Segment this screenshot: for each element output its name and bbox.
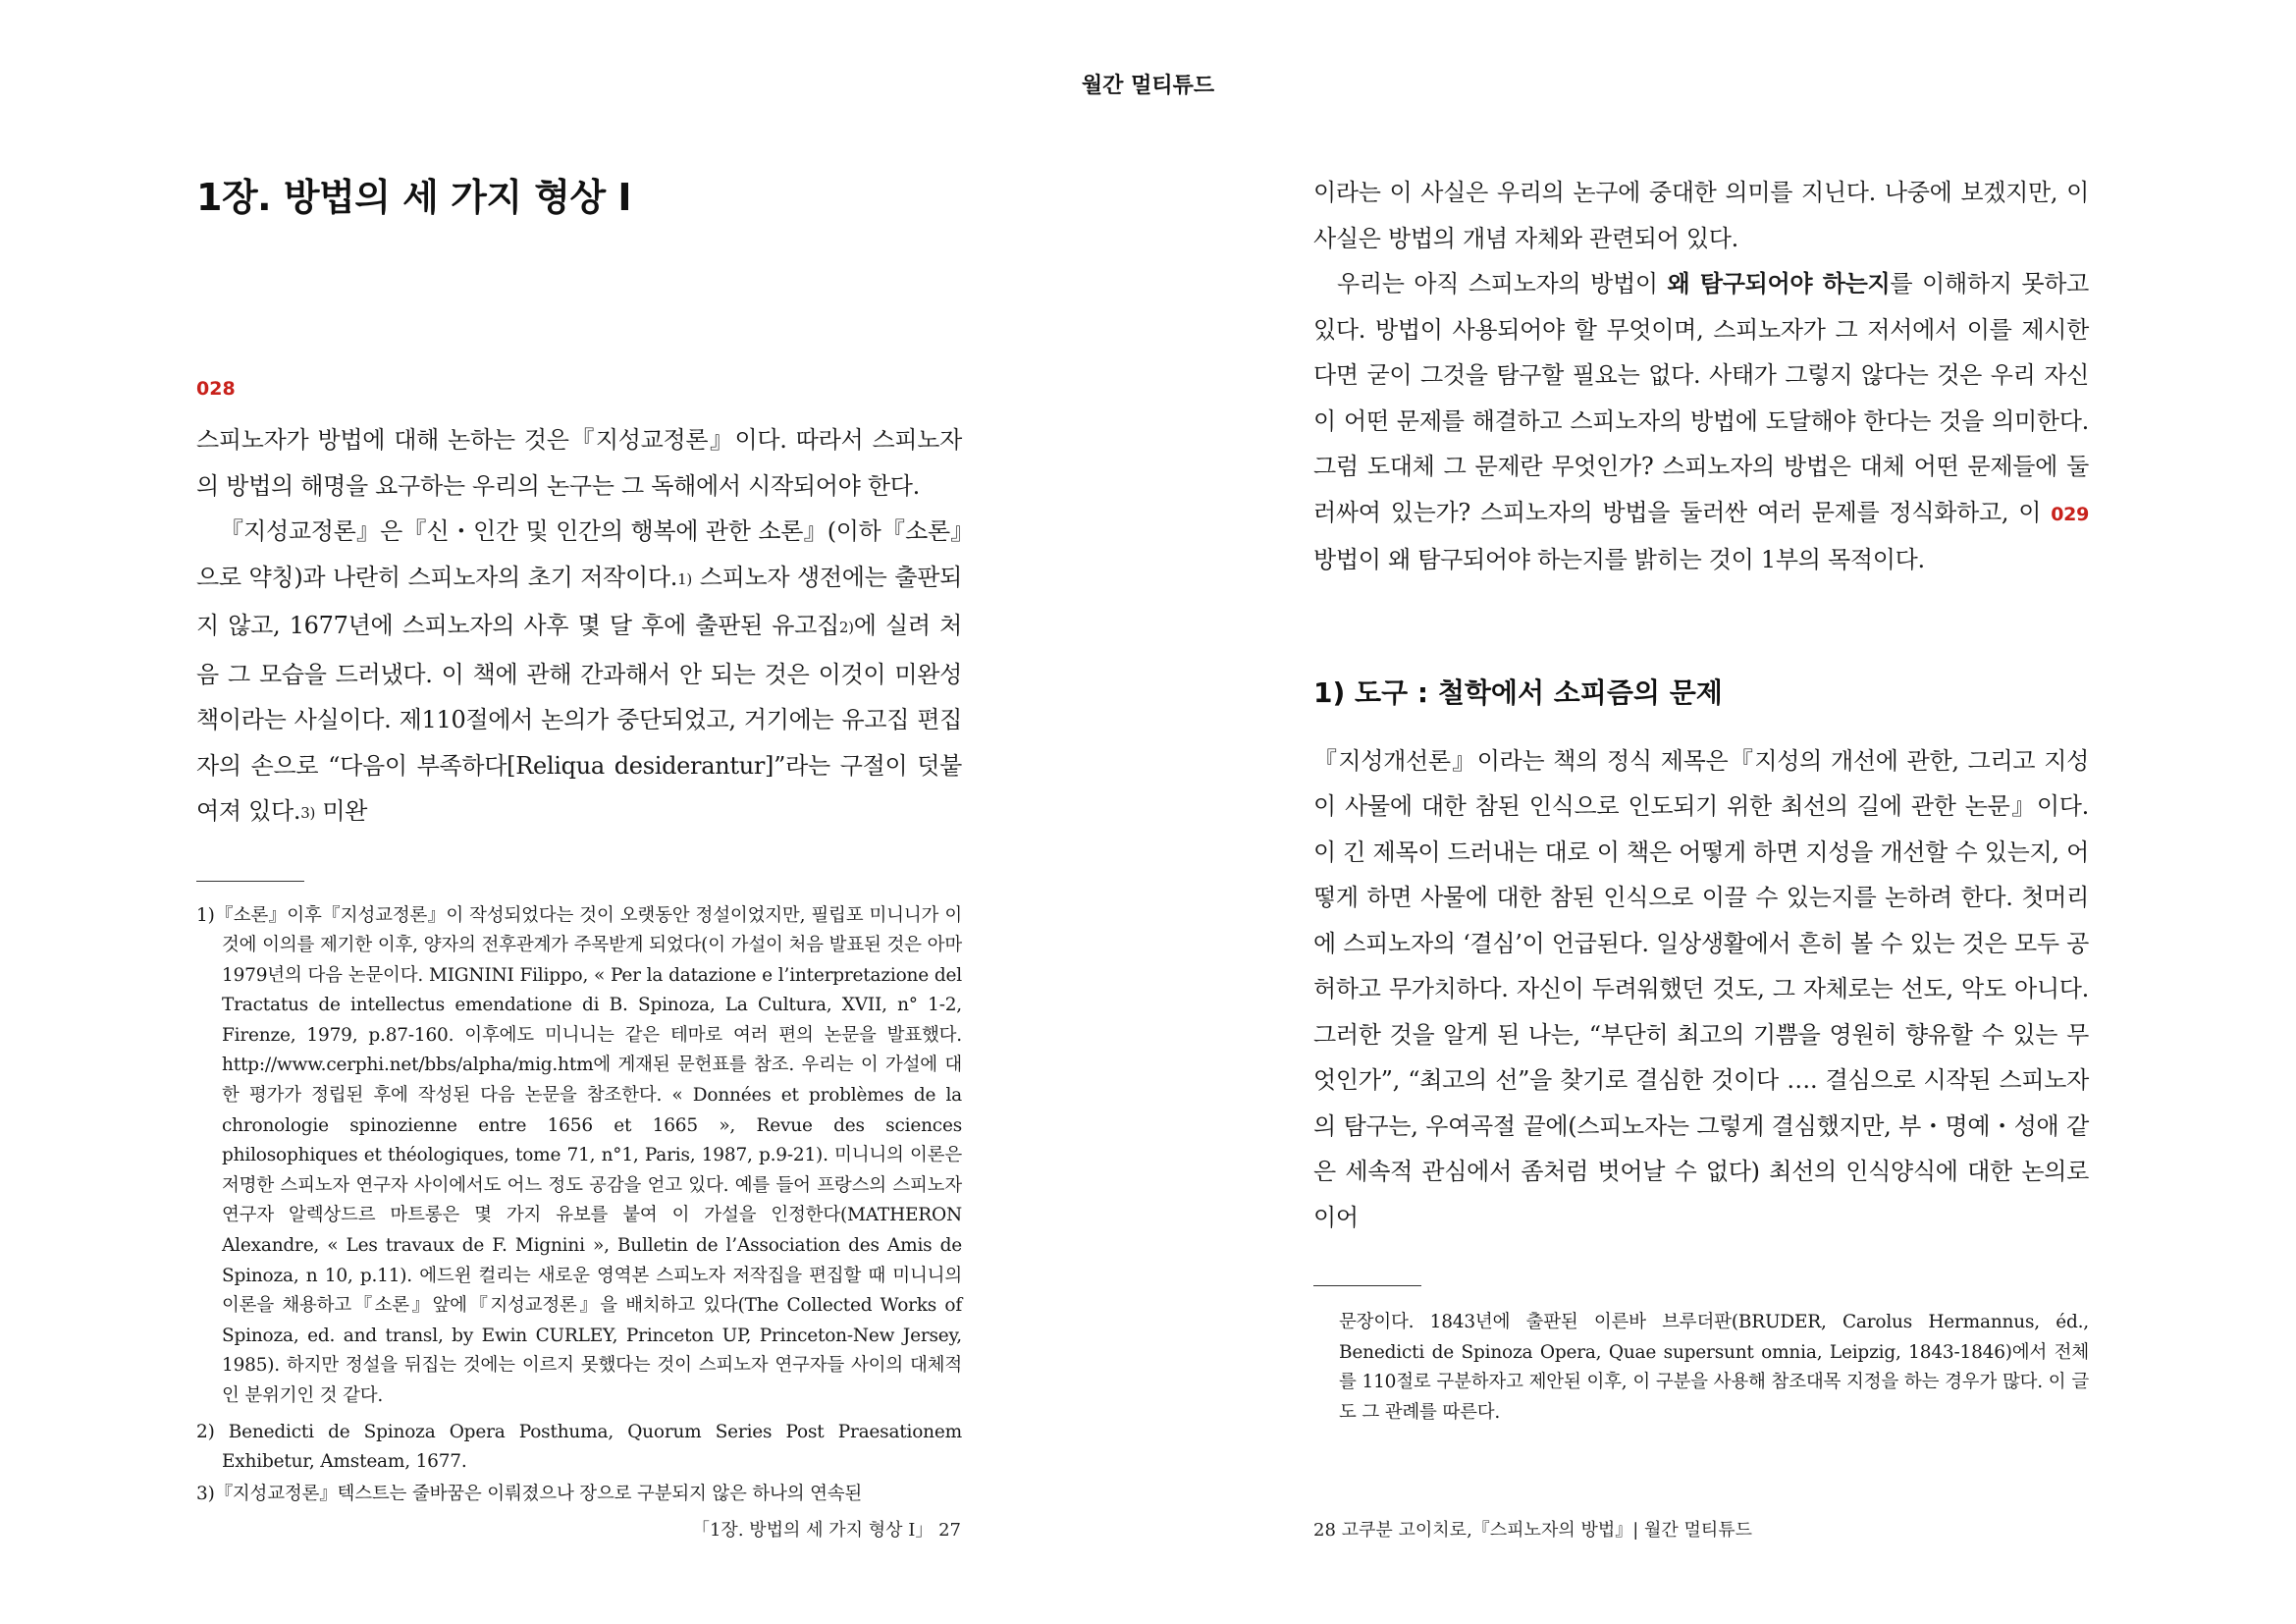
footnote-ref-1: 1) xyxy=(677,569,692,588)
text-run: 미완 xyxy=(315,797,368,825)
text-run: 『지성교정론』은『신・인간 및 인간의 행복에 관한 소론』(이하『소론』으로 약칭)과 나란히 스피노자의 초기 저작이다. xyxy=(196,517,962,591)
running-header: 월간 멀티튜드 xyxy=(1081,74,1215,98)
chapter-title: 1장. 방법의 세 가지 형상 I xyxy=(196,176,632,219)
paragraph xyxy=(1313,261,2089,583)
footnote-ref-2: 2) xyxy=(838,619,854,636)
footnote-ref-3: 3) xyxy=(300,804,315,822)
right-page xyxy=(1313,170,2089,1428)
paragraph: 『지성개선론』이라는 책의 정식 제목은『지성의 개선에 관한, 그리고 지성이 사물에 대한 참된 인식으로 인도되기 위한 최선의 길에 관한 논문』이다.이 긴 제목이 드러내는 대로 이 책은 어떻게 하면 지성을 개선할 수 있는지, 어떻게 하면 사물에 대한 참된 인식으로 이끌 수 있는지를 논하려 한다. 첫머리에 스피노자의 ‘결심’이 언급된다. 일상생활에서 흔히 볼 수 있는 것은 모두 공허하고 무가치하다. 자신이 두려워했던 것도, 그 자체로는 선도, 악도 아니다. 그러한 것을 알게 된 나는, “부단히 최고의 기쁨을 영원히 향유할 수 있는 무엇인가”, “최고의 선”을 찾기로 결심한 것이다 …. 결심으로 시작된 스피노자의 탐구는, 우여곡절 끝에(스피노자는 그렇게 결심했지만, 부・명예・성애 같은 세속적 관심에서 좀처럼 벗어날 수 없다) 최선의 인식양식에 대한 논의로 이어 xyxy=(1313,746,2089,1231)
text-run: 스피노자 생전에는 출판되지 않고, 1677년에 스피노자의 사후 몇 달 후에 출판된 유고집 xyxy=(196,563,962,639)
footnote-3: 3)『지성교정론』텍스트는 줄바꿈은 이뤄졌으나 장으로 구분되지 않은 하나의 연속된 xyxy=(196,1483,863,1504)
paragraph: 스피노자가 방법에 대해 논하는 것은『지성교정론』이다. 따라서 스피노자의 방법의 해명을 요구하는 우리의 논구는 그 독해에서 시작되어야 한다. xyxy=(196,426,962,500)
left-footnotes xyxy=(196,901,962,1510)
text-run: 에 실려 처음 그 모습을 드러냈다. 이 책에 관해 간과해서 안 되는 것은 이것이 미완성 책이라는 사실이다. 제110절에서 논의가 중단되었고, 거기에는 유고집 편집자의 손으로 “다음이 부족하다[Reliqua desiderantur]”라는 구절이 덧붙여져 있다. xyxy=(196,612,962,825)
right-body-text-2 xyxy=(1313,738,2089,1241)
footnote-continuation: 문장이다. 1843년에 출판된 이른바 브루더판(BRUDER, Carolus Hermannus, éd., Benedicti de Spinoza Opera, Quae supersunt omnia, Leipzig, 1843-1846)에서 전체를 110절로 구분하자고 제안된 이후, 이 구분을 사용해 참조대목 지정을 하는 경우가 많다. 이 글도 그 관례를 따른다. xyxy=(1339,1312,2089,1423)
paragraph xyxy=(196,509,962,838)
paragraph: 이라는 이 사실은 우리의 논구에 중대한 의미를 지닌다. 나중에 보겠지만, 이 사실은 방법의 개념 자체와 관련되어 있다. xyxy=(1313,179,2089,252)
left-page xyxy=(196,167,962,1509)
page-marker-block xyxy=(196,378,962,400)
right-footer: 28 고쿠분 고이치로,『스피노자의 방법』| 월간 멀티튜드 xyxy=(1313,1520,1753,1541)
footnote-2: 2) Benedicti de Spinoza Opera Posthuma, Quorum Series Post Praesationem Exhibetur, Amsteam, 1677. xyxy=(196,1421,962,1473)
footnote-divider xyxy=(1313,1285,1421,1286)
right-body-text xyxy=(1313,170,2089,583)
left-footer: 「1장. 방법의 세 가지 형상 I」 27 xyxy=(691,1520,961,1541)
section-heading: 1) 도구 : 철학에서 소피즘의 문제 xyxy=(1313,676,1723,709)
left-body-text xyxy=(196,417,962,838)
right-footnotes xyxy=(1313,1308,2089,1428)
footnote-divider xyxy=(196,881,304,882)
page-marker-028: 028 xyxy=(196,378,236,400)
emphasis-text: 왜 탐구되어야 하는지 xyxy=(1667,270,1891,298)
text-run: 우리는 아직 스피노자의 방법이 xyxy=(1337,270,1668,298)
page-marker-029: 029 xyxy=(2051,503,2089,525)
text-run: 를 이해하지 못하고 있다. 방법이 사용되어야 할 무엇이며, 스피노자가 그 저서에서 이를 제시한다면 굳이 그것을 탐구할 필요는 없다. 사태가 그렇지 않다는 것은 우리 자신이 어떤 문제를 해결하고 스피노자의 방법에 도달해야 한다는 것을 의미한다. 그럼 도대체 그 문제란 무엇인가? 스피노자의 방법은 대체 어떤 문제들에 둘러싸여 있는가? 스피노자의 방법을 둘러싼 여러 문제를 정식화하고, 이 xyxy=(1313,270,2089,526)
text-run: 방법이 왜 탐구되어야 하는지를 밝히는 것이 1부의 목적이다. xyxy=(1313,546,1925,573)
footnote-1: 1)『소론』이후『지성교정론』이 작성되었다는 것이 오랫동안 정설이었지만, 필립포 미니니가 이것에 이의를 제기한 이후, 양자의 전후관계가 주목받게 되었다(이 가설이 처음 발표된 것은 아마 1979년의 다음 논문이다. MIGNINI Filippo, « Per la datazione e l’interpretazione del Tractatus de intellectus emendatione di B. Spinoza, La Cultura, XVII, n° 1-2, Firenze, 1979, p.87-160. 이후에도 미니니는 같은 테마로 여러 편의 논문을 발표했다. http://www.cerphi.net/bbs/alpha/mig.htm에 게재된 문헌표를 참조. 우리는 이 가설에 대한 평가가 정립된 후에 작성된 다음 논문을 참조한다. « Données et problèmes de la chronologie spinozienne entre 1656 et 1665 », Revue des sciences philosophiques et théologiques, tome 71, n°1, Paris, 1987, p.9-21). 미니니의 이론은 저명한 스피노자 연구자 사이에서도 어느 정도 공감을 얻고 있다. 예를 들어 프랑스의 스피노자 연구자 알렉상드르 마트롱은 몇 가지 유보를 붙여 이 가설을 인정한다(MATHERON Alexandre, « Les travaux de F. Mignini », Bulletin de l’Association des Amis de Spinoza, n 10, p.11). 에드윈 컬리는 새로운 영역본 스피노자 저작집을 편집할 때 미니니의 이론을 채용하고『소론』앞에『지성교정론』을 배치하고 있다(The Collected Works of Spinoza, ed. and transl, by Ewin CURLEY, Princeton UP, Princeton-New Jersey, 1985). 하지만 정설을 뒤집는 것에는 이르지 못했다는 것이 스피노자 연구자들 사이의 대체적인 분위기인 것 같다. xyxy=(196,904,962,1406)
